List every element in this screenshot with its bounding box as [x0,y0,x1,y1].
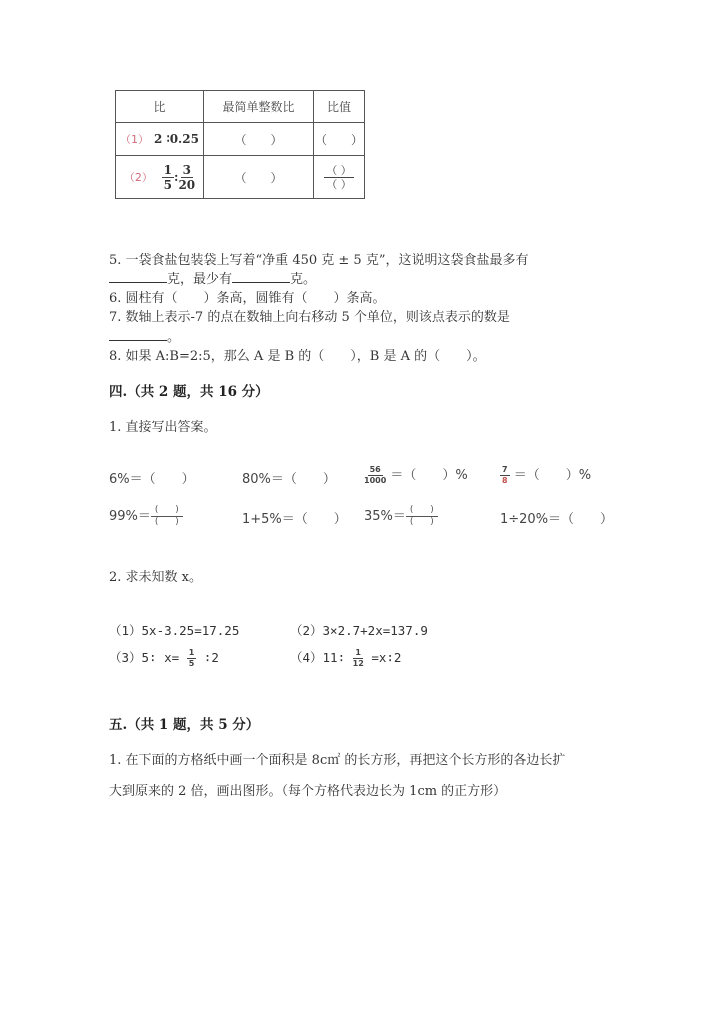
calc-item: 6%＝（ ） [109,472,195,487]
question-7-line2: 。 [109,326,180,345]
table-row [116,156,365,199]
question-7-line1: 7. 数轴上表示-7 的点在数轴上向右移动 5 个单位，则该点表示的数是 [109,310,510,325]
ratio-table [115,90,365,199]
ratio-value-answer[interactable]: （ ） [314,123,365,156]
ratio-expression: 2 ∶0.25 [154,132,199,146]
section-4-problem-1-title: 1. 直接写出答案。 [109,420,217,435]
question-8: 8. 如果 A:B=2:5，那么 A 是 B 的（ ），B 是 A 的（ ）。 [109,349,486,364]
ratio-value-answer[interactable]: $\frac{( )}{( )}$ [314,156,365,199]
answer-blank-max[interactable] [109,270,167,283]
calc-item: 1÷20%＝（ ） [500,512,614,527]
calc-item: $\frac{7}{8}$ ＝（ ）% [502,465,592,485]
question-5-line2: 克，最少有 克。 [109,268,316,287]
section-5-problem-1-line2: 大到原来的 2 倍，画出图形。（每个方格代表边长为 1cm 的正方形） [109,784,507,799]
equation-item: （2）3×2.7+2x=137.9 [290,623,428,638]
section-4-problem-2-title: 2. 求未知数 x。 [109,570,202,585]
section-4-title: 四.（共 2 题，共 16 分） [109,384,269,400]
equation-item: （1）5x-3.25=17.25 [109,623,240,638]
header-ratio: 比 [116,91,204,123]
answer-blank-min[interactable] [232,270,290,283]
calc-item: 1+5%＝（ ） [242,512,347,527]
ratio-cell: （2） $\frac{1}{5}$ : $\frac{3}{20}$ [116,156,204,199]
calc-item: 35%＝ $\frac{( )}{( )}$ [364,505,438,527]
row-number: （1） [120,133,150,146]
equation-item: （3）5∶ x= $\frac{1}{5}$ ∶2 [109,648,219,668]
section-5-title: 五.（共 1 题，共 5 分） [109,717,260,733]
calc-item: 99%＝ $\frac{( )}{( )}$ [109,505,183,527]
fraction: $\frac{1}{5}$ [163,162,173,192]
calc-item: $\frac{56}{1000}$ ＝（ ）% [364,465,468,485]
equation-item: （4）11∶ $\frac{1}{12}$ =x∶2 [290,648,402,668]
fraction: $\frac{3}{20}$ [178,162,196,192]
answer-blank[interactable] [109,328,167,341]
header-ratio-value: 比值 [314,91,365,123]
simplest-ratio-answer[interactable]: （ ） [204,156,314,199]
question-5-line1: 5. 一袋食盐包装袋上写着“净重 450 克 ± 5 克”，这说明这袋食盐最多有 [109,253,529,268]
ratio-cell [116,123,204,156]
header-simplest-ratio: 最简单整数比 [204,91,314,123]
question-6: 6. 圆柱有（ ）条高，圆锥有（ ）条高。 [109,291,386,306]
table-row [116,123,365,156]
section-5-problem-1-line1: 1. 在下面的方格纸中画一个面积是 8c㎡ 的长方形，再把这个长方形的各边长扩 [109,753,566,768]
simplest-ratio-answer[interactable]: （ ） [204,123,314,156]
calc-item: 80%＝（ ） [242,472,336,487]
row-number: （2） [123,170,153,184]
